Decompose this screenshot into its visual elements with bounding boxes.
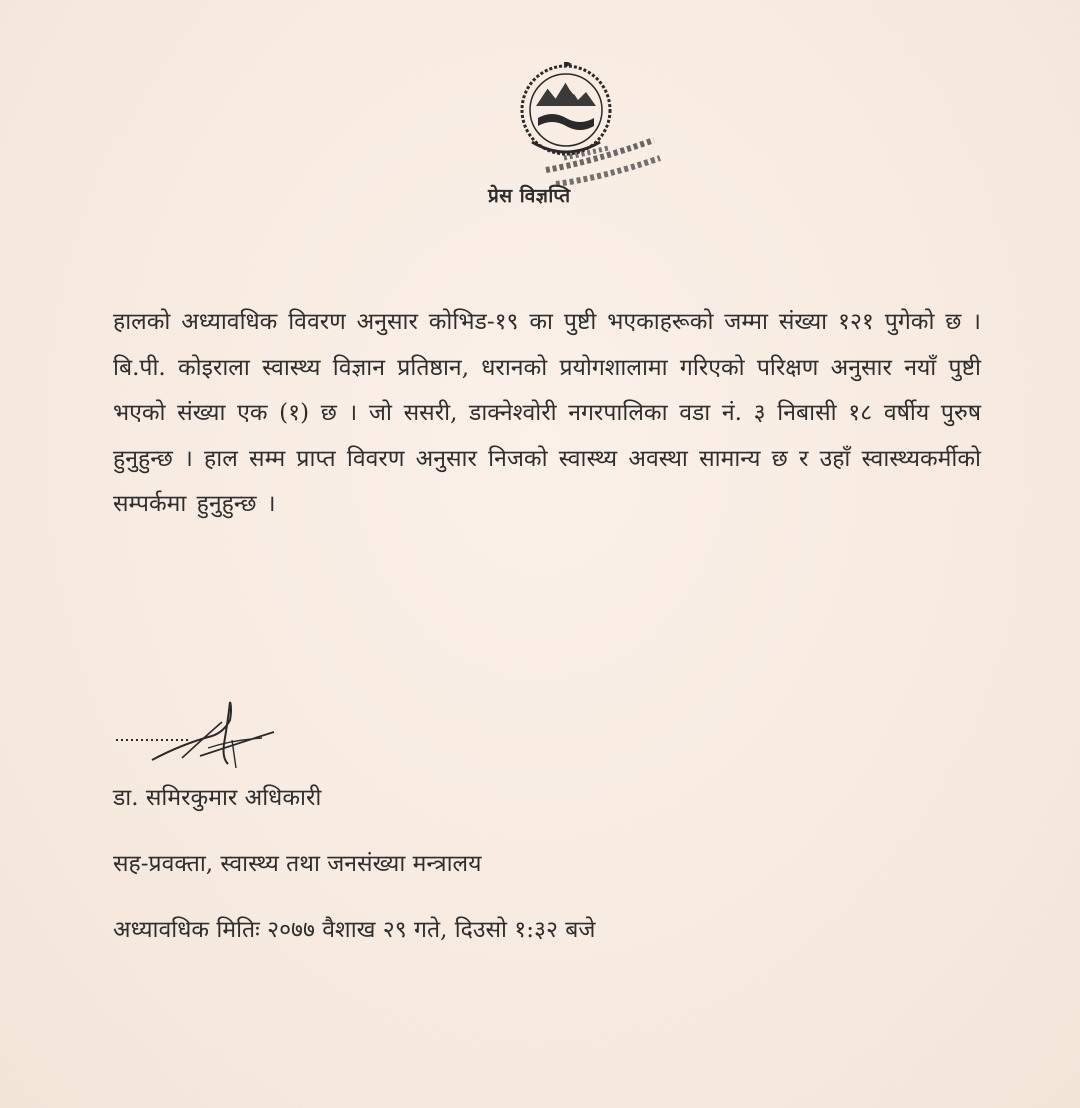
signer-name: डा. समिरकुमार अधिकारी <box>113 785 322 811</box>
update-timestamp: अध्यावधिक मितिः २०७७ वैशाख २९ गते, दिउसो १:३२ बजे <box>113 917 596 943</box>
press-release-caption: प्रेस विज्ञप्ति <box>488 185 571 207</box>
handwritten-signature-icon <box>112 700 287 780</box>
signer-title: सह-प्रवक्ता, स्वास्थ्य तथा जनसंख्या मन्त्रालय <box>113 851 482 877</box>
press-release-body: हालको अध्यावधिक विवरण अनुसार कोभिड-१९ का पुष्टी भएकाहरूको जम्मा संख्या १२१ पुगेको छ । बि.पी. कोइराला स्वास्थ्य विज्ञान प्रतिष्ठान, धरानको प्रयोगशालामा गरिएको परिक्षण अनुसार नयाँ पुष्टी भएको संख्या एक (१) छ । जो ससरी, डाक्नेश्वोरी नगरपालिका वडा नं. ३ निबासी १८ वर्षीय पुरुष हुनुहुन्छ । हाल सम्म प्राप्त विवरण अनुसार निजको स्वास्थ्य अवस्था सामान्य छ र उहाँ स्वास्थ्यकर्मीको सम्पर्कमा हुनुहुन्छ । <box>113 309 981 517</box>
